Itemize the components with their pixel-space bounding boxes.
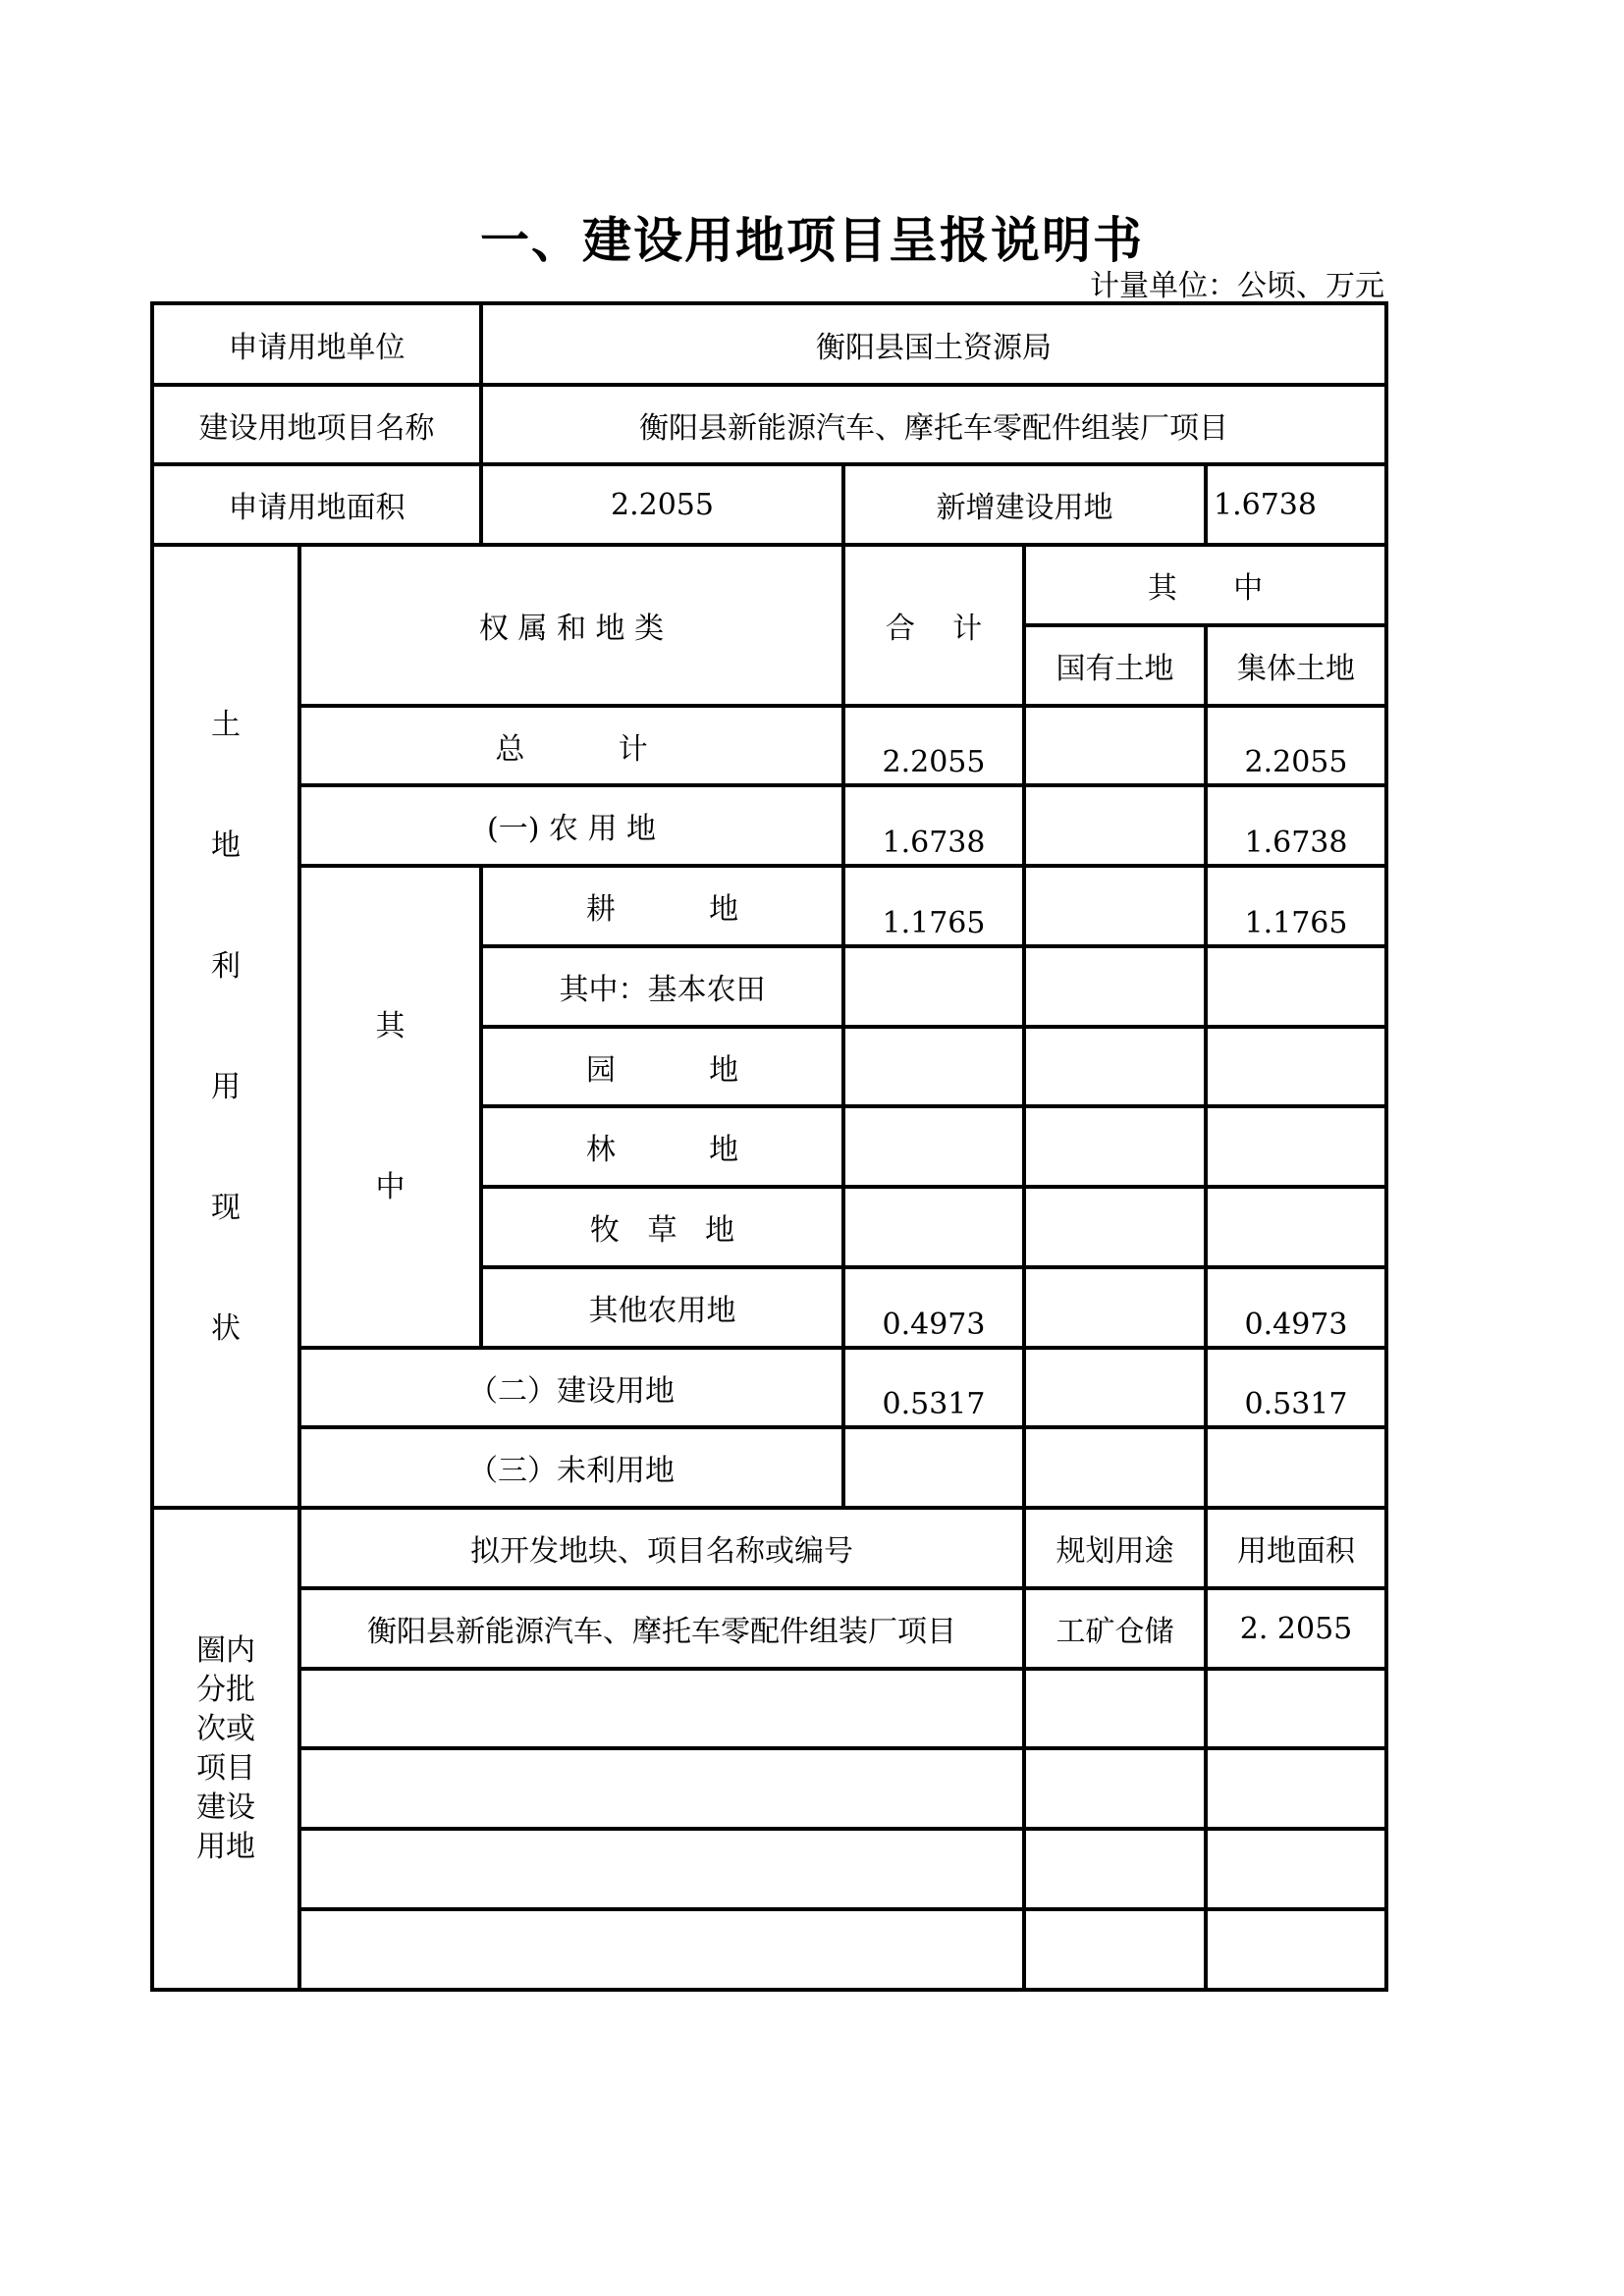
row-collective: [1206, 1106, 1386, 1187]
row-collective: 1.1765: [1206, 866, 1386, 946]
row-state: [1024, 1267, 1206, 1348]
batch-section-label: [152, 1508, 299, 1990]
row-collective: [1206, 1187, 1386, 1267]
col-total: 合 计: [843, 545, 1024, 706]
planned-use: [1024, 1669, 1206, 1748]
table-row: [152, 706, 1386, 785]
section-char: 现: [211, 1190, 241, 1225]
planned-use: 工矿仓储: [1024, 1588, 1206, 1669]
land-area: [1206, 1909, 1386, 1990]
col-collective-land: 集体土地: [1206, 625, 1386, 706]
of-which-label: [299, 866, 481, 1348]
plot-name: [299, 1829, 1024, 1909]
row-collective: [1206, 1027, 1386, 1106]
row-collective: 2.2055: [1206, 706, 1386, 785]
row-state: [1024, 1348, 1206, 1427]
section-chars: 建设: [196, 1789, 255, 1825]
project-value: 衡阳县新能源汽车、摩托车零配件组装厂项目: [481, 385, 1386, 464]
section-chars: 圈内: [196, 1632, 255, 1668]
col-planned-use: 规划用途: [1024, 1508, 1206, 1588]
section-char: 地: [211, 828, 241, 863]
row-label: （三）未利用地: [299, 1427, 843, 1508]
row-label: 牧 草 地: [481, 1187, 843, 1267]
col-land-area: 用地面积: [1206, 1508, 1386, 1588]
row-label: 林 地: [481, 1106, 843, 1187]
row-collective: [1206, 946, 1386, 1027]
row-state: [1024, 1027, 1206, 1106]
col-plot-name: 拟开发地块、项目名称或编号: [299, 1508, 1024, 1588]
plot-name: 衡阳县新能源汽车、摩托车零配件组装厂项目: [299, 1588, 1024, 1669]
land-area: 2. 2055: [1206, 1588, 1386, 1669]
planned-use: [1024, 1829, 1206, 1909]
section-chars: 分批: [196, 1672, 255, 1707]
row-label: 其中：基本农田: [481, 946, 843, 1027]
land-use-section-label: [152, 545, 299, 1508]
planned-use: [1024, 1748, 1206, 1829]
section-chars: 次或: [196, 1711, 255, 1746]
row-label: 其他农用地: [481, 1267, 843, 1348]
table-row: [152, 866, 1386, 946]
row-total: [843, 1427, 1024, 1508]
row-total: 1.6738: [843, 785, 1024, 866]
row-state: [1024, 866, 1206, 946]
land-area: [1206, 1748, 1386, 1829]
unit-note: 计量单位：公顷、万元: [1090, 269, 1384, 303]
row-total: 0.5317: [843, 1348, 1024, 1427]
table-row: [152, 1909, 1386, 1990]
land-area: [1206, 1829, 1386, 1909]
row-label: 总 计: [299, 706, 843, 785]
applicant-value: 衡阳县国土资源局: [481, 303, 1386, 385]
section-char: 土: [211, 707, 241, 742]
section-char: 用: [211, 1069, 241, 1104]
section-chars: 用地: [196, 1829, 255, 1864]
plot-name: [299, 1909, 1024, 1990]
row-state: [1024, 1106, 1206, 1187]
row-collective: 1.6738: [1206, 785, 1386, 866]
page-title: 一、建设用地项目呈报说明书: [480, 212, 1144, 269]
row-state: [1024, 1187, 1206, 1267]
of-which-char: 中: [375, 1169, 406, 1204]
project-label: 建设用地项目名称: [152, 385, 481, 464]
row-state: [1024, 1427, 1206, 1508]
row-total: [843, 1187, 1024, 1267]
col-state-land: 国有土地: [1024, 625, 1206, 706]
row-collective: [1206, 1427, 1386, 1508]
area-label: 申请用地面积: [152, 464, 481, 545]
col-of-which: 其 中: [1024, 545, 1386, 625]
table-row: [152, 1348, 1386, 1427]
row-total: [843, 1106, 1024, 1187]
table-row: [152, 785, 1386, 866]
land-application-table: [150, 301, 1388, 1992]
applicant-label: 申请用地单位: [152, 303, 481, 385]
row-label: (一) 农 用 地: [299, 785, 843, 866]
new-construction-value: 1.6738: [1206, 464, 1386, 545]
row-total: [843, 946, 1024, 1027]
section-char: 状: [211, 1310, 241, 1346]
row-collective: 0.4973: [1206, 1267, 1386, 1348]
row-label: 园 地: [481, 1027, 843, 1106]
row-state: [1024, 706, 1206, 785]
row-total: 2.2055: [843, 706, 1024, 785]
row-total: 0.4973: [843, 1267, 1024, 1348]
planned-use: [1024, 1909, 1206, 1990]
table-row: [152, 1829, 1386, 1909]
of-which-char: 其: [375, 1008, 406, 1043]
row-state: [1024, 785, 1206, 866]
plot-name: [299, 1748, 1024, 1829]
table-row: [152, 1748, 1386, 1829]
section-char: 利: [211, 948, 241, 984]
table-row: [152, 1669, 1386, 1748]
land-area: [1206, 1669, 1386, 1748]
row-total: 1.1765: [843, 866, 1024, 946]
row-label: 耕 地: [481, 866, 843, 946]
plot-name: [299, 1669, 1024, 1748]
row-total: [843, 1027, 1024, 1106]
new-construction-label: 新增建设用地: [843, 464, 1206, 545]
col-category: 权 属 和 地 类: [299, 545, 843, 706]
area-value: 2.2055: [481, 464, 843, 545]
row-collective: 0.5317: [1206, 1348, 1386, 1427]
row-label: （二）建设用地: [299, 1348, 843, 1427]
section-chars: 项目: [196, 1750, 255, 1786]
row-state: [1024, 946, 1206, 1027]
table-row: [152, 1588, 1386, 1669]
table-row: [152, 1427, 1386, 1508]
